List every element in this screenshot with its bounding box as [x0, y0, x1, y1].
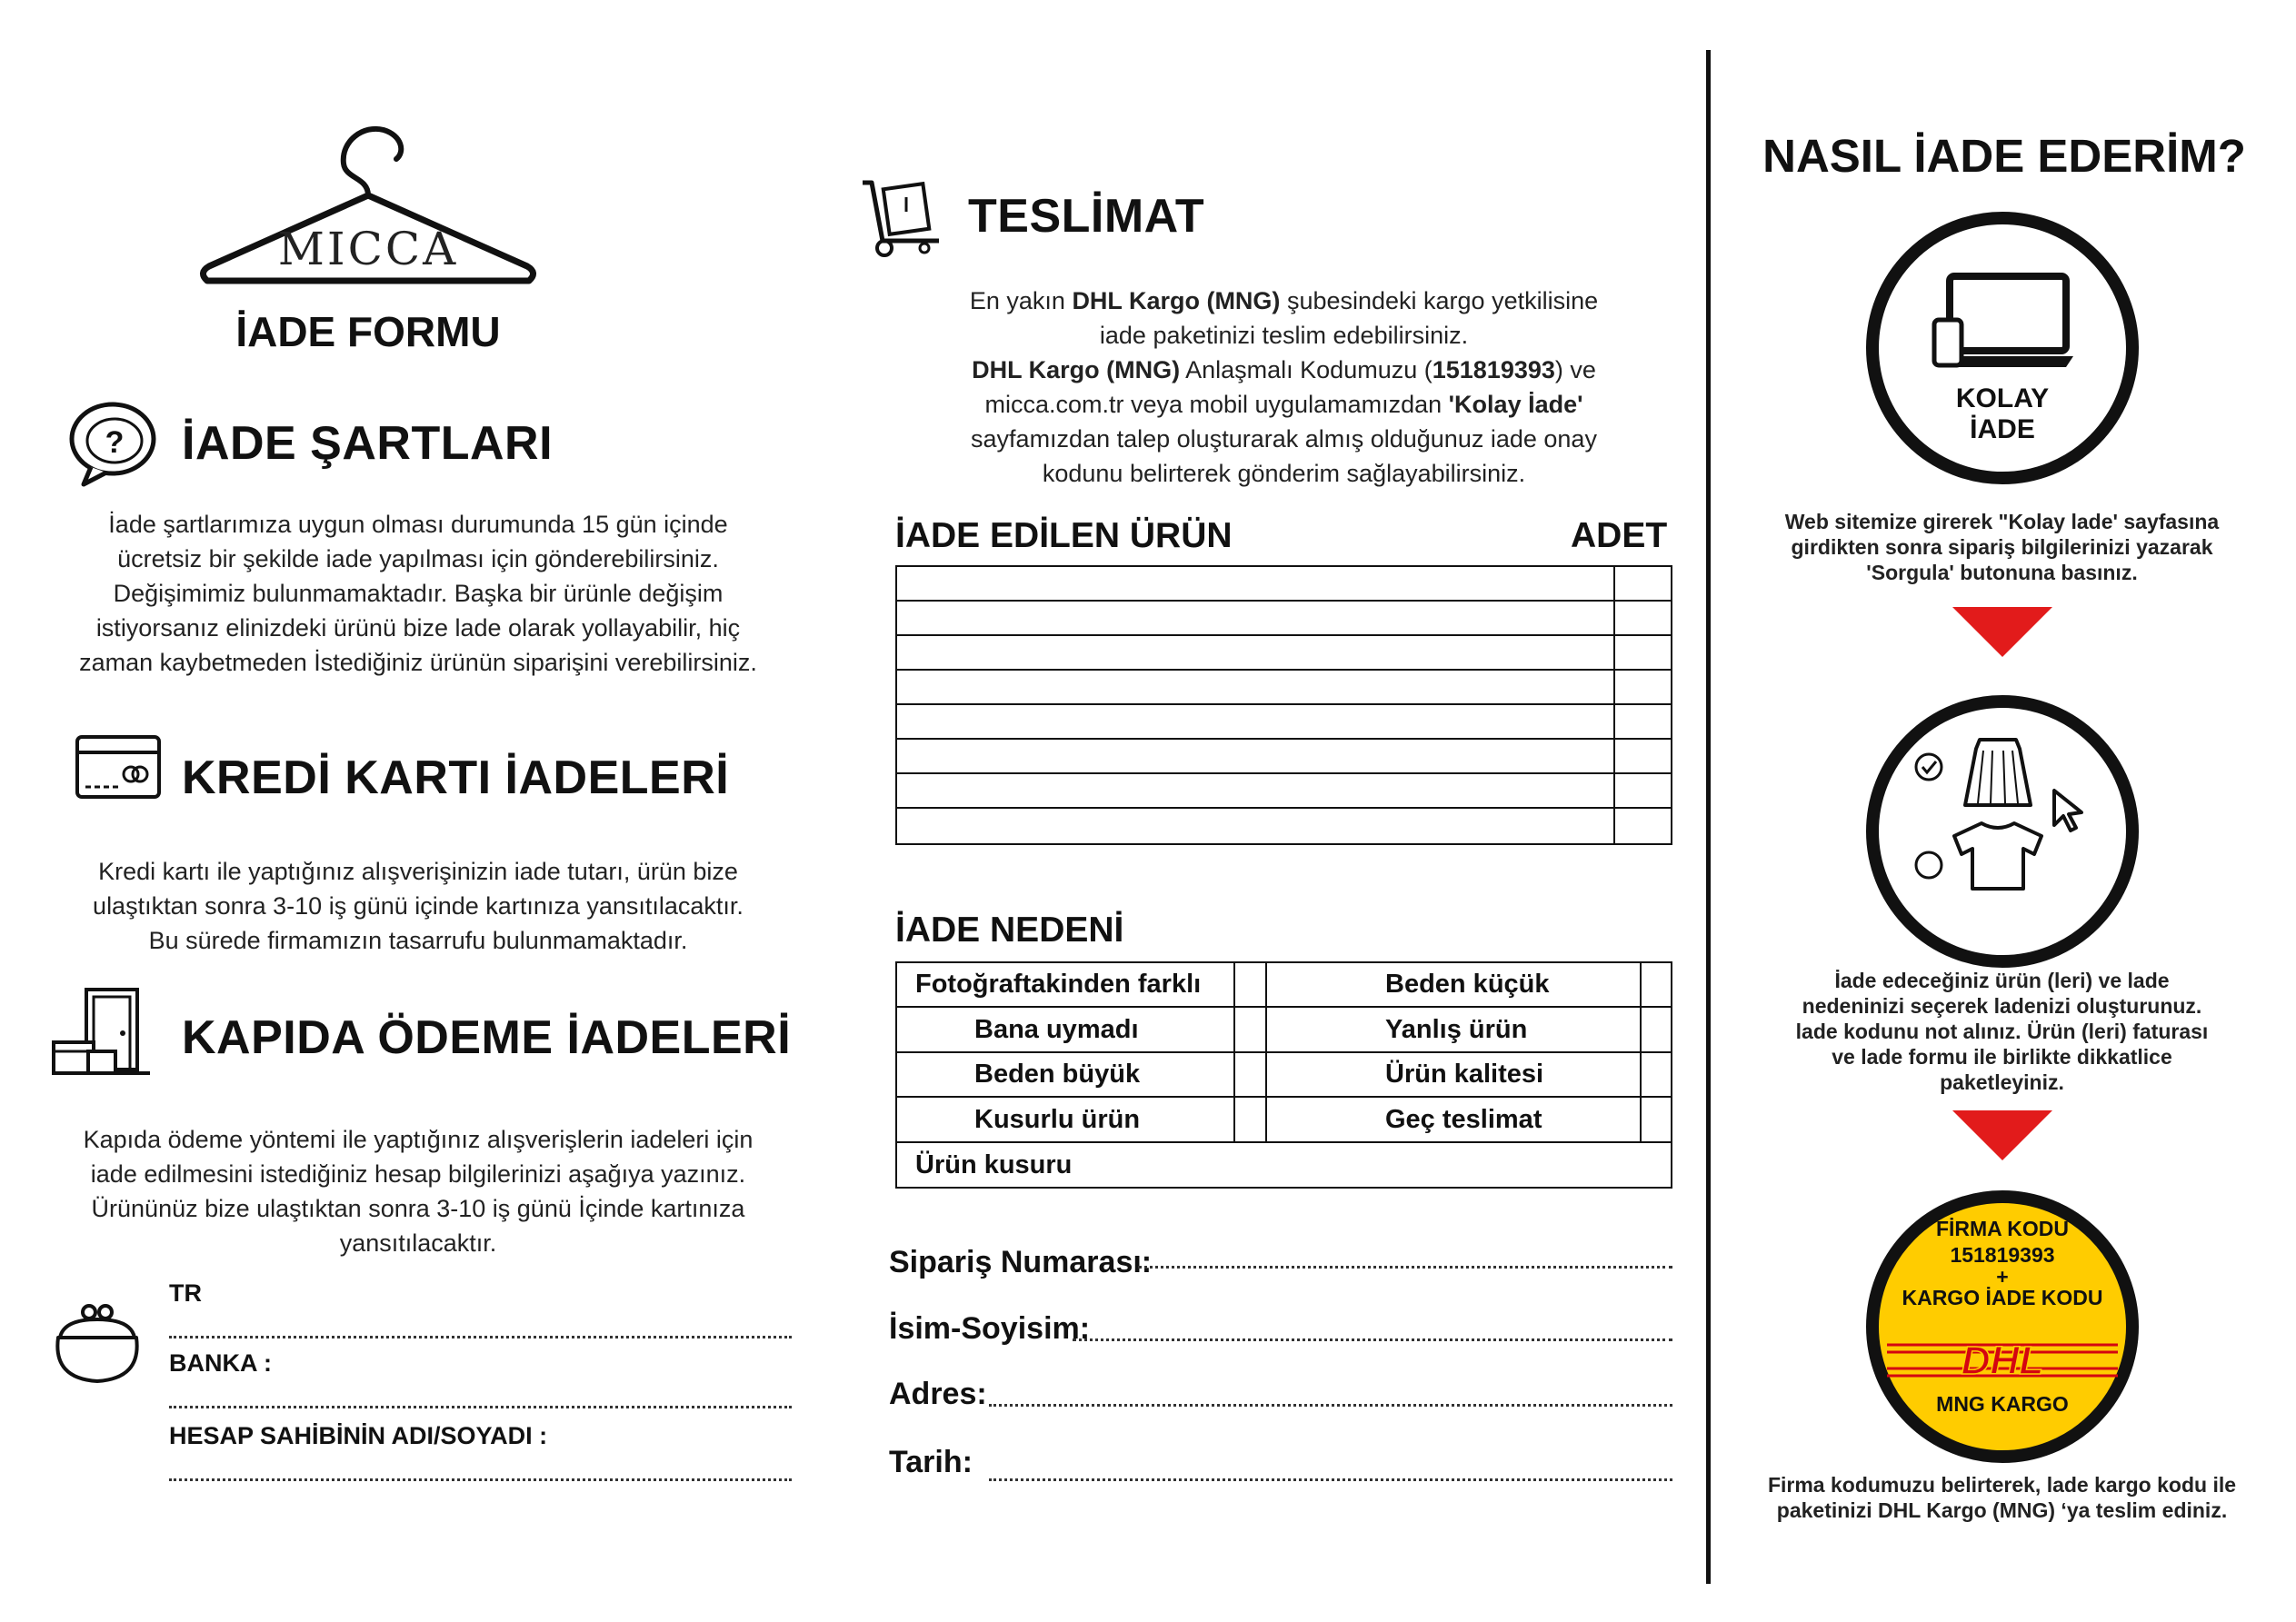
cod-text: Kapıda ödeme yöntemi ile yaptığınız alışverişlerin iadeleri için iade edilmesini istediğiniz hesap bilgilerinizi aşağıya yazınız. Ürününüz bize ulaştıktan sonra 3-10 iş günü İçinde kartınıza yansıtılacaktır. — [83, 1126, 754, 1257]
step2-text: İade edeceğiniz ürün (leri) ve lade nedeninizi seçerek ladenizi oluşturunuz. lade kodunu not alınız. Ürün (leri) faturası ve lade formu ile birlikte dikkatlice paketleyiniz. — [1795, 969, 2209, 1094]
returned-items-table[interactable] — [895, 565, 1672, 845]
how-to-title: NASIL İADE EDERİM? — [1762, 130, 2246, 182]
delivery-title: TESLİMAT — [968, 190, 1205, 243]
dhl-logo-icon — [1883, 1336, 2121, 1385]
company-code-block: FİRMA KODU 151819393 + KARGO İADE KODU — [1902, 1217, 2103, 1309]
address-label: Adres: — [889, 1377, 987, 1411]
reason-didnt-fit[interactable]: Bana uymadı — [974, 1015, 1139, 1044]
question-bubble-icon — [65, 398, 161, 489]
reason-size-big[interactable]: Beden büyük — [974, 1060, 1141, 1089]
form-title: İADE FORMU — [235, 308, 501, 355]
step2-arrow-down-icon — [1952, 1110, 2052, 1160]
mng-kargo-label: MNG KARGO — [1936, 1392, 2069, 1416]
bank-line[interactable] — [169, 1406, 792, 1408]
date-line[interactable] — [989, 1478, 1672, 1481]
account-holder-label: HESAP SAHİBİNİN ADI/SOYADI : — [169, 1422, 548, 1449]
reason-late-delivery[interactable]: Geç teslimat — [1385, 1105, 1542, 1134]
reason-different-from-photo[interactable]: Fotoğraftakinden farklı — [915, 970, 1202, 999]
reason-size-small[interactable]: Beden küçük — [1385, 970, 1550, 999]
logo-text: MICCA — [277, 223, 459, 275]
account-holder-line[interactable] — [169, 1478, 792, 1481]
svg-text:?: ? — [105, 425, 125, 460]
reason-defective[interactable]: Kusurlu ürün — [974, 1105, 1141, 1134]
tr-line[interactable] — [169, 1336, 792, 1338]
delivery-dolly-icon — [859, 177, 943, 257]
step1-arrow-down-icon — [1952, 607, 2052, 657]
returned-product-header: İADE EDİLEN ÜRÜN — [895, 516, 1233, 555]
address-line[interactable] — [989, 1404, 1672, 1407]
laptop-phone-icon — [1932, 273, 2077, 373]
column-divider — [1706, 50, 1711, 1584]
credit-card-icon — [75, 734, 162, 800]
return-reason-table — [895, 961, 1672, 1189]
conditions-text: İade şartlarımıza uygun olması durumunda 15 gün içinde ücretsiz bir şekilde iade yapılması için gönderebilirsiniz. Değişimimiz bulunmamaktadır. Başka bir ürünle değişim istiyorsanız elinizdeki ürünü bize lade olarak yollayabilir, hiç zaman kaybetmeden İstediğiniz ürünün siparişini verebilirsiniz. — [79, 511, 757, 676]
delivery-text: En yakın DHL Kargo (MNG) şubesindeki kargo yetkilisine iade paketinizi teslim edebilirsiniz. DHL Kargo (MNG) Anlaşmalı Kodumuzu (151819393) ve micca.com.tr veya mobil uygulamamızdan 'Kolay İade' sayfamızdan talep oluşturarak almış olduğunuz iade onay kodunu belirterek gönderim sağlayabilirsiniz. — [969, 287, 1599, 487]
purse-icon — [51, 1301, 144, 1385]
name-line[interactable] — [1073, 1338, 1672, 1341]
svg-text:DHL: DHL — [1961, 1338, 2044, 1383]
credit-card-text: Kredi kartı ile yaptığınız alışverişinizin iade tutarı, ürün bize ulaştıktan sonra 3-10 iş günü içinde kartınıza yansıtılacaktır. Bu sürede firmamızın tasarrufu bulunmamaktadır. — [93, 858, 744, 954]
quantity-header: ADET — [1571, 516, 1668, 555]
product-select-icon — [1909, 736, 2091, 900]
order-number-line[interactable] — [1138, 1266, 1672, 1269]
return-reason-title: İADE NEDENİ — [895, 911, 1124, 950]
name-label: İsim-Soyisim: — [889, 1311, 1091, 1346]
tr-label: TR — [169, 1279, 202, 1307]
reason-quality[interactable]: Ürün kalitesi — [1385, 1060, 1544, 1089]
kolay-iade-label: KOLAY İADE — [1955, 383, 2050, 444]
reason-product-fault[interactable]: Ürün kusuru — [915, 1150, 1073, 1179]
conditions-title: İADE ŞARTLARI — [182, 417, 554, 470]
step1-text: Web sitemize girerek "Kolay lade' sayfasına girdikten sonra sipariş bilgilerinizi yazarak 'Sorgula' butonuna basınız. — [1784, 510, 2220, 584]
door-boxes-icon — [50, 986, 152, 1077]
order-number-label: Sipariş Numarası: — [889, 1245, 1153, 1279]
credit-card-title: KREDİ KARTI İADELERİ — [182, 751, 730, 804]
reason-wrong-product[interactable]: Yanlış ürün — [1385, 1015, 1528, 1044]
bank-label: BANKA : — [169, 1349, 272, 1377]
date-label: Tarih: — [889, 1445, 973, 1479]
cod-title: KAPIDA ÖDEME İADELERİ — [182, 1011, 792, 1064]
step3-text: Firma kodumuzu belirterek, lade kargo kodu ile paketinizi DHL Kargo (MNG) ‘ya teslim ediniz. — [1767, 1473, 2237, 1522]
